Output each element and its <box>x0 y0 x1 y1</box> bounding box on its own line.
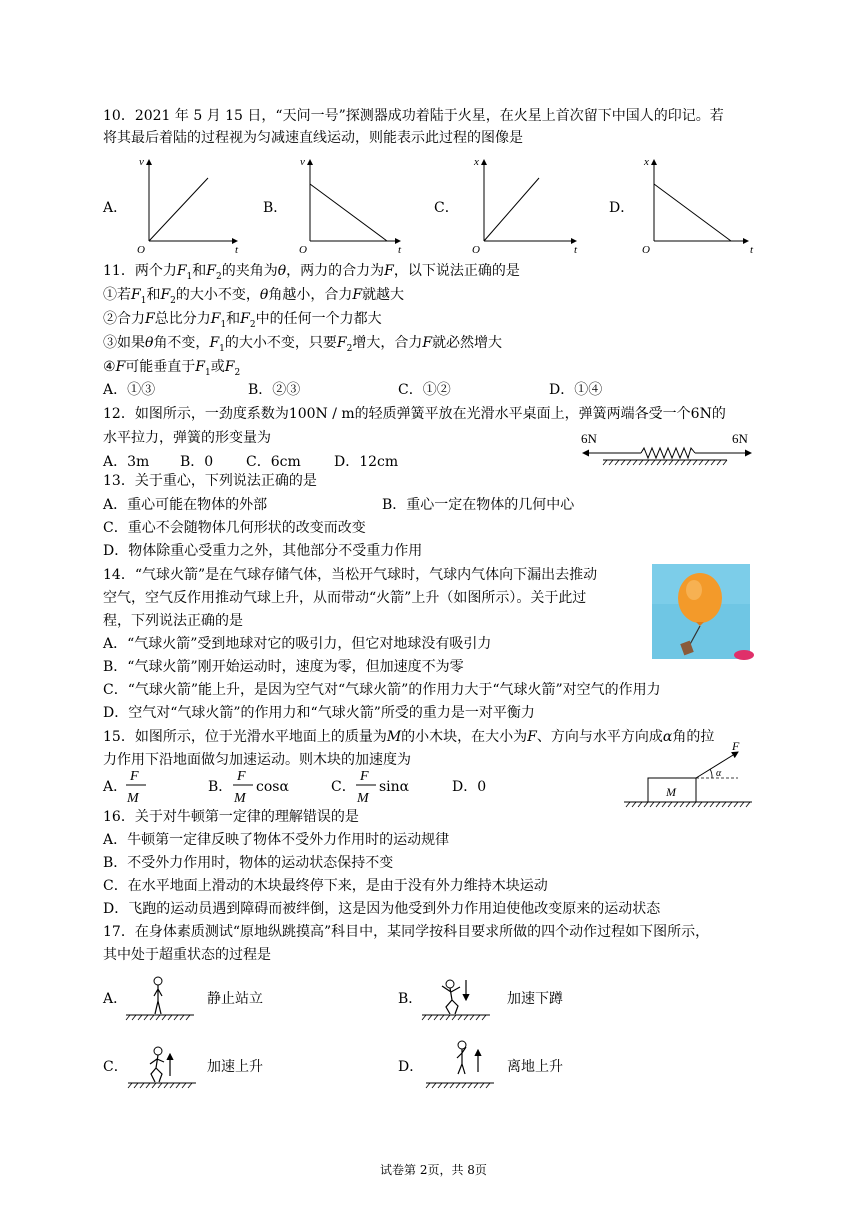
fraction-a-denominator: M <box>127 791 139 806</box>
balloon-rocket-photo <box>652 564 750 659</box>
q11-statement-4: ④F可能垂直于$F_1$或$F_2$ <box>103 359 241 378</box>
q11-stem: 11．两个力$F_1$和$F_2$的夹角为θ，两力的合力为F，以下说法正确的是 <box>103 263 520 282</box>
q16-option-b: B．不受外力作用时，物体的运动状态保持不变 <box>103 855 394 871</box>
q17-option-b-label: B． <box>398 991 423 1007</box>
q17-option-c-label: C． <box>103 1059 128 1075</box>
q17-line1: 17．在身体素质测试“原地纵跳摸高”科目中，某同学按科目要求所做的四个动作过程如下图所示， <box>103 924 710 940</box>
angle-label-alpha: α <box>716 768 722 779</box>
graph-b-axis-t: t <box>398 244 402 256</box>
q15-option-c-sin: sinα <box>379 779 410 795</box>
q17-line2: 其中处于超重状态的过程是 <box>103 947 271 963</box>
q15-option-b-label: B． <box>208 779 233 795</box>
fraction-b-denominator: M <box>234 791 246 806</box>
q12-line1: 12．如图所示，一劲度系数为100N / m的轻质弹簧平放在光滑水平桌面上，弹簧两端各受一个6N的 <box>103 406 726 422</box>
q11-statement-1: ①若$F_1$和$F_2$的大小不变，θ角越小，合力F就越大 <box>103 287 405 306</box>
q16-stem: 16．关于对牛顿第一定律的理解错误的是 <box>103 809 359 825</box>
q10-option-b-label: B． <box>263 200 288 216</box>
graph-a-axis-t: t <box>235 244 239 256</box>
graph-d-axis-x: x <box>644 156 649 168</box>
graph-c-origin: O <box>472 244 480 256</box>
q17-option-d-label: D． <box>398 1059 424 1075</box>
graph-d <box>632 155 762 255</box>
q11-statement-3: ③如果θ角不变，$F_1$的大小不变，只要$F_2$增大，合力F就必然增大 <box>103 335 503 354</box>
q12-option-b: B．0 <box>180 454 214 470</box>
q11-option-a: A．①③ <box>103 382 156 398</box>
q14-line2: 空气，空气反作用推动气球上升，从而带动“火箭”上升（如图所示）。关于此过 <box>103 590 587 606</box>
q13-option-d: D．物体除重心受重力之外，其他部分不受重力作用 <box>103 543 423 559</box>
graph-c-axis-t: t <box>574 244 578 256</box>
graph-c <box>460 155 580 255</box>
page-footer: 试卷第 2页，共 8页 <box>380 1163 487 1177</box>
q17-option-d-text: 离地上升 <box>507 1059 563 1075</box>
q13-option-a: A．重心可能在物体的外部 <box>103 497 268 513</box>
q15-option-a-fraction <box>124 766 148 806</box>
fraction-c-numerator: F <box>360 769 369 784</box>
q14-option-b: B．“气球火箭”刚开始运动时，速度为零，但加速度不为零 <box>103 659 464 675</box>
graph-c-axis-x: x <box>474 156 479 168</box>
q12-option-c: C．6cm <box>246 454 301 470</box>
q14-line1: 14．“气球火箭”是在气球存储气体，当松开气球时，气球内气体向下漏出去推动 <box>103 567 598 583</box>
q11-option-c: C．①② <box>398 382 451 398</box>
q14-option-a: A．“气球火箭”受到地球对它的吸引力，但它对地球没有吸引力 <box>103 636 492 652</box>
spring-force-left: 6N <box>581 431 597 446</box>
graph-b-axis-v: v <box>300 156 305 168</box>
q17-option-a-text: 静止站立 <box>207 991 263 1007</box>
q13-option-b: B．重心一定在物体的几何中心 <box>382 497 575 513</box>
force-label-f: F <box>732 739 740 753</box>
spring-force-right: 6N <box>732 431 748 446</box>
q14-line3: 程，下列说法正确的是 <box>103 613 243 629</box>
figure-crouching <box>420 974 492 1024</box>
q15-option-d: D．0 <box>452 779 487 795</box>
q10-option-d-label: D． <box>609 200 635 216</box>
q12-option-d: D．12cm <box>334 454 399 470</box>
q15-option-c-fraction <box>354 766 378 806</box>
q15-option-b-fraction <box>231 766 255 806</box>
q16-option-a: A．牛顿第一定律反映了物体不受外力作用时的运动规律 <box>103 832 450 848</box>
q17-option-b-text: 加速下蹲 <box>507 991 563 1007</box>
graph-a-origin: O <box>137 244 145 256</box>
q14-option-c: C．“气球火箭”能上升，是因为空气对“气球火箭”的作用力大于“气球火箭”对空气的作用力 <box>103 682 661 698</box>
q17-option-a-label: A． <box>103 991 128 1007</box>
graph-a <box>125 155 245 255</box>
q10-line2: 将其最后着陆的过程视为匀减速直线运动，则能表示此过程的图像是 <box>103 130 523 146</box>
spring-diagram <box>577 425 757 470</box>
q10-option-a-label: A． <box>103 200 128 216</box>
q13-stem: 13．关于重心，下列说法正确的是 <box>103 473 317 489</box>
q15-option-a-label: A． <box>103 779 128 795</box>
q15-option-b-cos: cosα <box>256 779 289 795</box>
q15-option-c-label: C． <box>331 779 356 795</box>
q12-option-a: A．3m <box>103 454 150 470</box>
graph-d-axis-t: t <box>750 244 754 256</box>
q15-line1: 15．如图所示，位于光滑水平地面上的质量为M的小木块，在大小为F、方向与水平方向成α角的拉 <box>103 729 715 745</box>
q14-option-d: D．空气对“气球火箭”的作用力和“气球火箭”所受的重力是一对平衡力 <box>103 705 535 721</box>
q10-option-c-label: C． <box>434 200 459 216</box>
fraction-b-numerator: F <box>237 769 246 784</box>
graph-b-origin: O <box>299 244 307 256</box>
q12-line2: 水平拉力，弹簧的形变量为 <box>103 430 271 446</box>
q15-line2: 力作用下沿地面做匀加速运动。则木块的加速度为 <box>103 752 411 768</box>
q11-option-b: B．②③ <box>248 382 301 398</box>
fraction-c-denominator: M <box>357 791 369 806</box>
figure-rising <box>126 1042 198 1092</box>
q17-option-c-text: 加速上升 <box>207 1059 263 1075</box>
figure-standing <box>124 974 196 1024</box>
figure-airborne <box>424 1036 496 1092</box>
graph-d-origin: O <box>642 244 650 256</box>
q16-option-c: C．在水平地面上滑动的木块最终停下来，是由于没有外力维持木块运动 <box>103 878 548 894</box>
graph-b <box>288 155 408 255</box>
q13-option-c: C．重心不会随物体几何形状的改变而改变 <box>103 520 366 536</box>
q11-option-d: D．①④ <box>549 382 603 398</box>
q10-line1: 10．2021 年 5 月 15 日，“天问一号”探测器成功着陆于火星，在火星上首次留下中国人的印记。若 <box>103 108 724 124</box>
q11-statement-2: ②合力F总比分力$F_1$和$F_2$中的任何一个力都大 <box>103 311 382 330</box>
block-force-diagram <box>620 738 760 810</box>
fraction-a-numerator: F <box>130 769 139 784</box>
block-label-m: M <box>666 785 676 799</box>
graph-a-axis-v: v <box>139 156 144 168</box>
q16-option-d: D．飞跑的运动员遇到障碍而被绊倒，这是因为他受到外力作用迫使他改变原来的运动状态 <box>103 901 661 917</box>
